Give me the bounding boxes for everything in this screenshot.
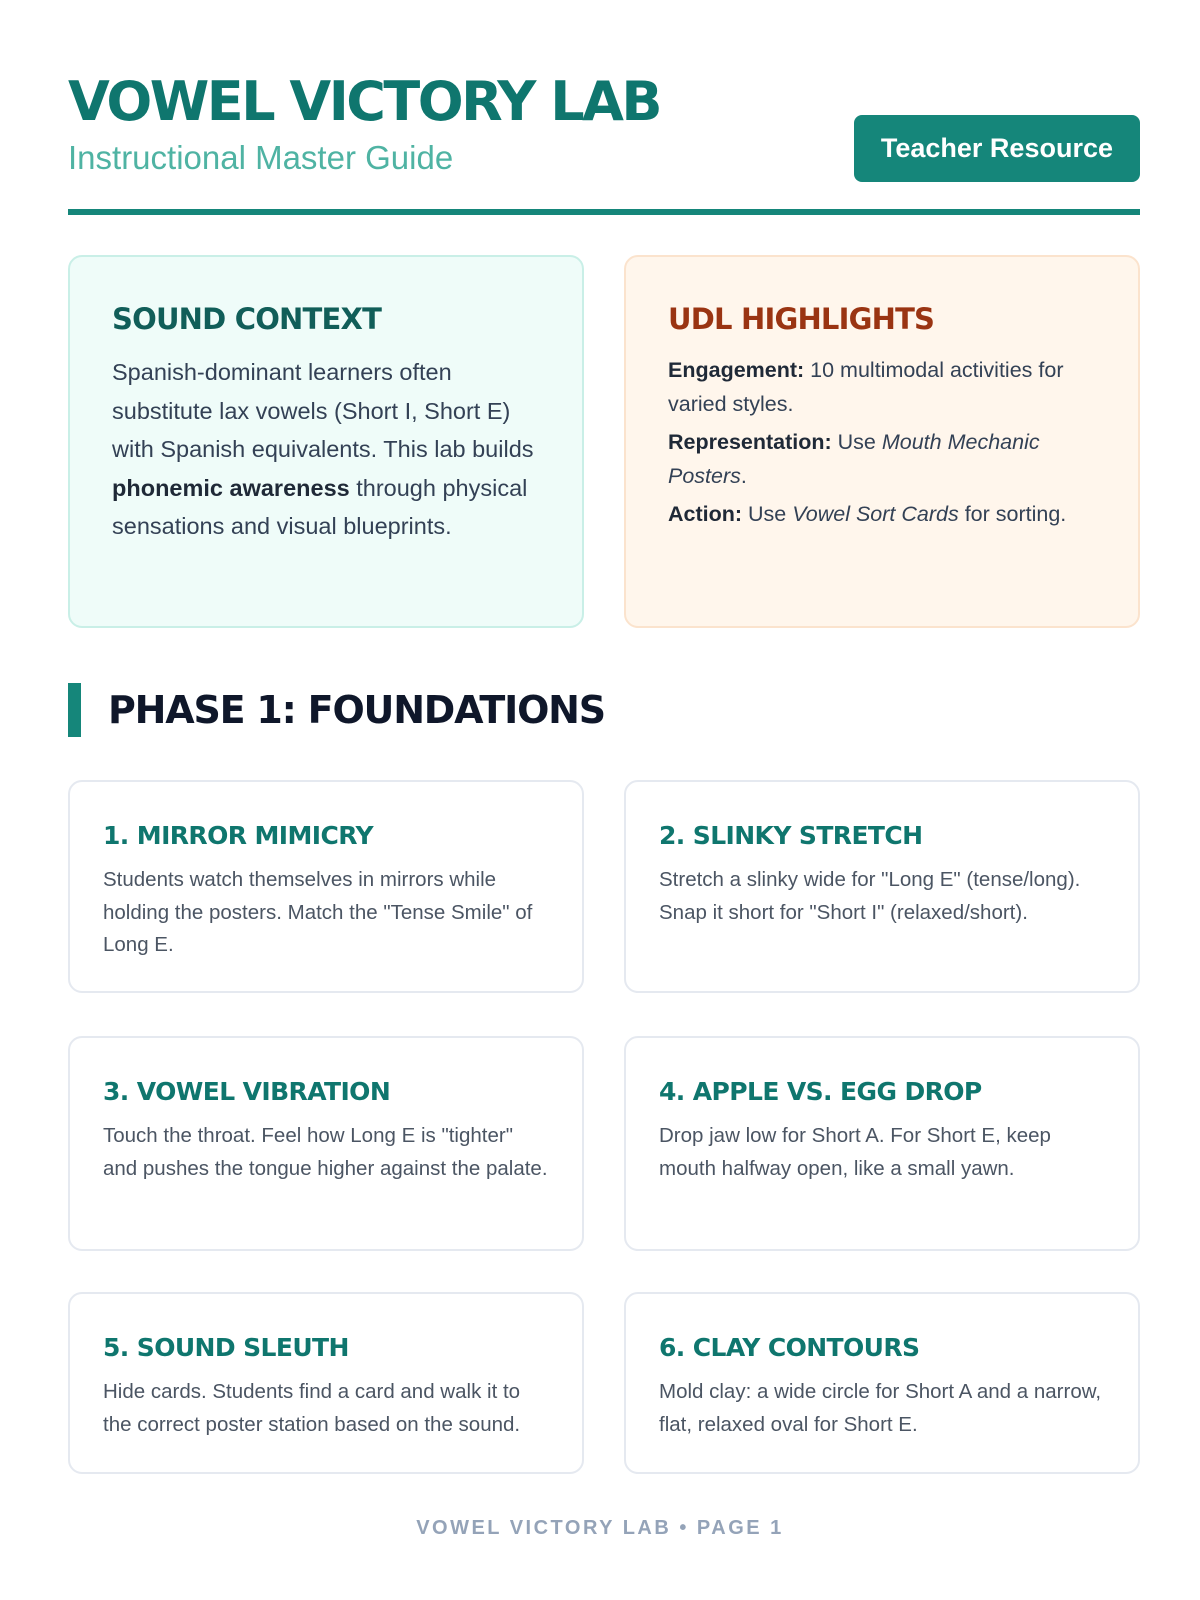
- udl-item-resource: Mouth Mechanic Posters: [668, 430, 1040, 488]
- sound-context-heading: SOUND CONTEXT: [112, 302, 382, 336]
- udl-item-text: Use: [742, 502, 793, 526]
- activity-card: [624, 780, 1140, 993]
- udl-item-text: .: [740, 464, 747, 488]
- activity-card: [68, 1036, 584, 1251]
- udl-item-text: 10 multimodal activities for varied styles.: [668, 358, 1064, 416]
- activity-card: [68, 780, 584, 993]
- activity-card-title: 3. VOWEL VIBRATION: [103, 1077, 391, 1106]
- sound-context-box: [68, 255, 584, 628]
- activity-card-text: Hide cards. Students find a card and walk it to the correct poster station based on the sound.: [103, 1380, 521, 1436]
- udl-item-resource: Vowel Sort Cards: [792, 502, 959, 526]
- activity-card-text: Stretch a slinky wide for "Long E" (tense/long). Snap it short for "Short I" (relaxed/short).: [659, 868, 1081, 924]
- activity-card-title: 2. SLINKY STRETCH: [659, 821, 923, 850]
- header-divider: [68, 209, 1140, 215]
- activity-card-title: 4. APPLE VS. EGG DROP: [659, 1077, 982, 1106]
- udl-item-label: Engagement:: [668, 358, 805, 382]
- sound-context-emphasis: phonemic awareness: [112, 474, 350, 501]
- page-title: VOWEL VICTORY LAB: [68, 70, 661, 133]
- udl-item-engagement: [668, 353, 1096, 421]
- activity-card: [624, 1292, 1140, 1474]
- udl-item-label: Action:: [668, 502, 743, 526]
- activity-card-title: 5. SOUND SLEUTH: [103, 1333, 349, 1362]
- udl-item-text: Use: [831, 430, 882, 454]
- activity-card-text: Drop jaw low for Short A. For Short E, keep mouth halfway open, like a small yawn.: [659, 1124, 1051, 1180]
- page-header: [68, 70, 1140, 216]
- activity-card-title: 6. CLAY CONTOURS: [659, 1333, 920, 1362]
- teacher-resource-button[interactable]: Teacher Resource: [854, 115, 1140, 182]
- activity-card: [624, 1036, 1140, 1251]
- activity-card-title: 1. MIRROR MIMICRY: [103, 821, 373, 850]
- activity-card-text: Students watch themselves in mirrors while holding the posters. Match the "Tense Smile" of Long E.: [103, 868, 533, 956]
- phase-accent-bar: [68, 683, 81, 737]
- page-footer: VOWEL VICTORY LAB • PAGE 1: [416, 1517, 784, 1539]
- sound-context-text-part: through physical sensations and visual blueprints.: [112, 474, 528, 539]
- udl-item-label: Representation:: [668, 430, 832, 454]
- activity-card: [68, 1292, 584, 1474]
- activity-card-text: Touch the throat. Feel how Long E is "tighter" and pushes the tongue higher against the palate.: [103, 1124, 548, 1180]
- sound-context-text-part: Spanish-dominant learners often substitute lax vowels (Short I, Short E) with Spanish equivalents. This lab builds: [112, 359, 534, 462]
- udl-heading: UDL HIGHLIGHTS: [668, 302, 935, 336]
- sound-context-text: [112, 353, 540, 546]
- activity-card-text: Mold clay: a wide circle for Short A and a narrow, flat, relaxed oval for Short E.: [659, 1380, 1102, 1436]
- phase-title: PHASE 1: FOUNDATIONS: [108, 688, 605, 732]
- udl-item-action: [668, 497, 1096, 531]
- phase-header: [68, 683, 1140, 737]
- udl-highlights-box: [624, 255, 1140, 628]
- udl-item-text: for sorting.: [958, 502, 1067, 526]
- page-subtitle: Instructional Master Guide: [68, 139, 454, 176]
- udl-item-representation: [668, 425, 1096, 493]
